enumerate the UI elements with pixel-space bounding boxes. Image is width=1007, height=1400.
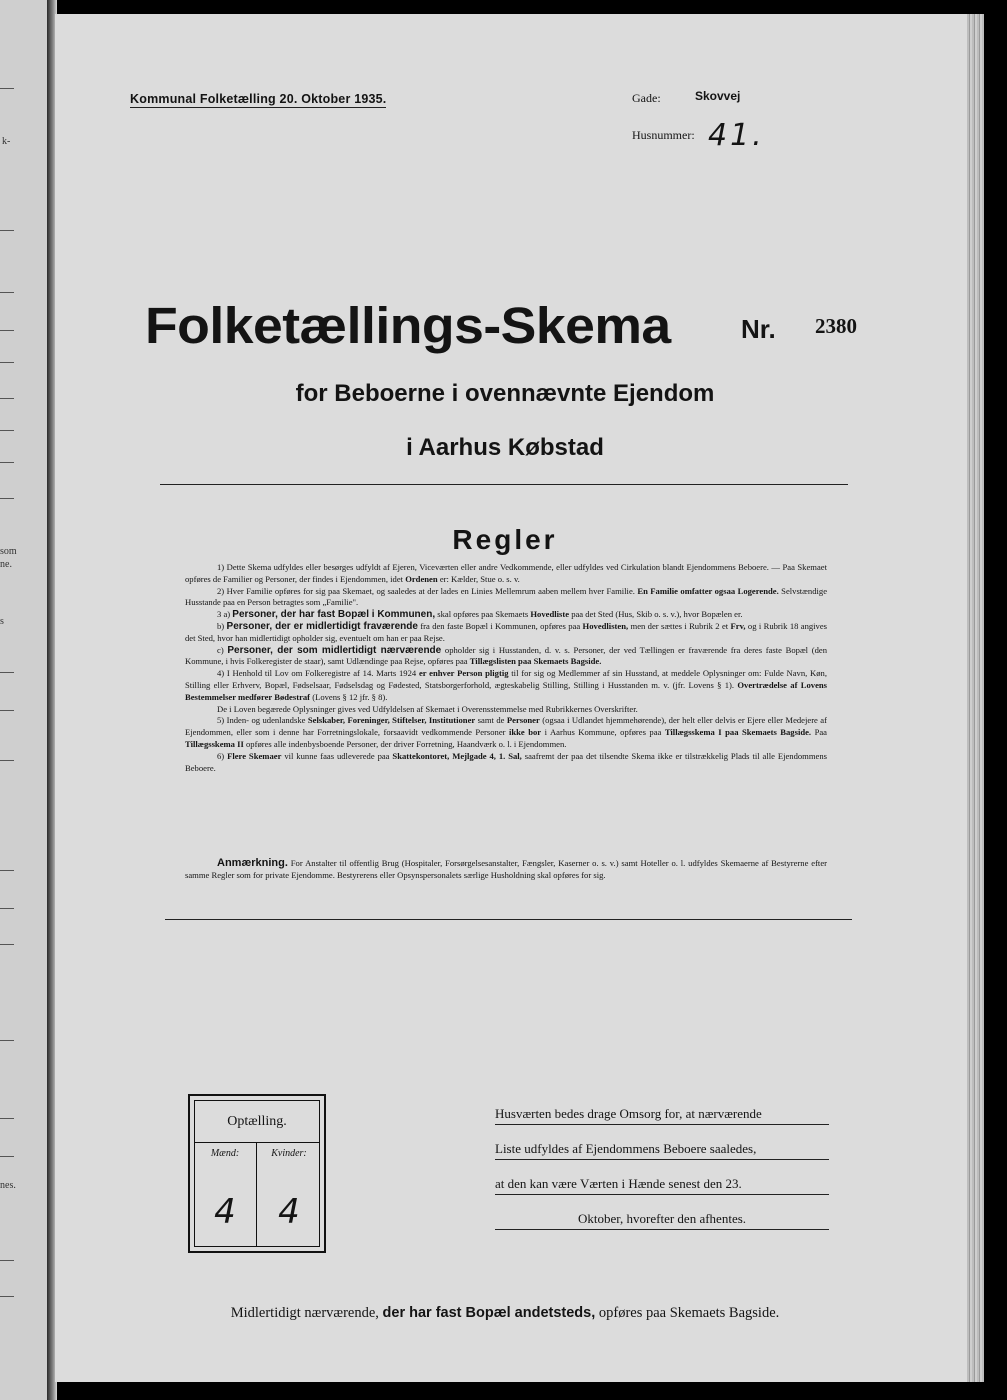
form-title: Folketællings-Skema [145, 297, 671, 354]
edge-rule [0, 498, 14, 499]
census-form-page [55, 14, 967, 1382]
form-number-label: Nr. [741, 314, 776, 344]
notice-line: at den kan være Værten i Hænde senest den 23. [495, 1176, 829, 1195]
box-divider [256, 1142, 257, 1247]
edge-rule [0, 944, 14, 945]
rule-3a: 3 a) Personer, der har fast Bopæl i Kommunen, skal opføres paa Skemaets Hovedliste paa det Sted (Hus, Skib o. s. v.), hvor Bopælen er. [217, 609, 743, 621]
form-location: i Aarhus Købstad [406, 434, 604, 461]
rule-4: 4) I Henhold til Lov om Folkeregistre af 14. Marts 1924 er enhver Person pligtig til for sig og Medlemmer af sin Husstand, at meddele Oplysninger om: Fulde Navn, Køn, Stilling eller Erhverv, Bopæl, Fødselsaar, Fødselsdag og Fødested, Statsborgerforhold, ægteskabelig Stilling, Stilling i Husstanden m. v. (jfr. Lovens § 1). Overtrædelse af Lovens Bestemmelser medfører Bødestraf (Lovens § 12 jfr. § 8). [185, 668, 828, 702]
rule-3c: c) Personer, der som midlertidigt nærværende opholder sig i Husstanden, d. v. s. Personer, der ved Tællingen er fraværende fra deres faste Bopæl (den Kommune, i hvis Folkeregister de staar), samt Udlændinge paa Rejse, opføres paa Tillægslisten paa Skemaets Bagside. [185, 644, 827, 667]
husnummer-value: 41. [708, 118, 765, 153]
edge-rule [0, 1260, 14, 1261]
divider [160, 484, 848, 485]
edge-rule [0, 1156, 14, 1157]
rule-2: 2) Hver Familie opføres for sig paa Skemaet, og saaledes at der lades en Linies Mellemrum aaben mellem hver Familie. En Familie omfatter ogsaa Logerende. Selvstændige Husstande paa en Person betragtes som „Familie". [185, 585, 828, 608]
edge-text: som [0, 546, 17, 557]
previous-page-edge [0, 0, 50, 1400]
notice-line: Husværten bedes drage Omsorg for, at nærværende [495, 1106, 829, 1125]
landlord-notice [495, 1106, 829, 1246]
edge-text: ne. [0, 559, 12, 570]
maend-count: 4 [214, 1192, 236, 1232]
edge-text: k- [2, 136, 11, 147]
rule-1: 1) Dette Skema udfyldes eller besørges udfyldt af Ejeren, Viceværten eller andre Vedkommende, eller udfyldes ved Cirkulation blandt Ejendommens Beboere. — Paa Skemaet opføres de Familier og Personer, der findes i Ejendommen, idet Ordenen er: Kælder, Stue o. s. v. [185, 562, 827, 584]
edge-rule [0, 710, 14, 711]
anmaerkning-note [185, 858, 827, 882]
edge-rule [0, 672, 14, 673]
edge-rule [0, 362, 14, 363]
edge-rule [0, 88, 14, 89]
divider [165, 919, 852, 920]
edge-rule [0, 330, 14, 331]
form-number-value: 2380 [815, 314, 857, 338]
edge-rule [0, 1118, 14, 1119]
census-header: Kommunal Folketælling 20. Oktober 1935. [130, 92, 387, 106]
edge-rule [0, 398, 14, 399]
rule-3b: b) Personer, der er midlertidigt fraværende fra den faste Bopæl i Kommunen, opføres paa Hovedlisten, men der sættes i Rubrik 2 et Frv, og i Rubrik 18 angives det Sted, hvor han midlertidigt opholder sig, eventuelt om han er paa Rejse. [185, 620, 828, 643]
anmaerkning-label: Anmærkning. [217, 857, 288, 869]
rule-6: 6) Flere Skemaer vil kunne faas udleverede paa Skattekontoret, Mejlgade 4, 1. Sal, saafremt der paa det tilsendte Skema ikke er tilstrækkelig Plads til alle Ejendommens Beboere. [185, 750, 828, 773]
edge-rule [0, 430, 14, 431]
notice-line: Oktober, hvorefter den afhentes. [495, 1211, 829, 1230]
husnummer-label: Husnummer: [632, 128, 695, 142]
notice-line: Liste udfyldes af Ejendommens Beboere saaledes, [495, 1141, 829, 1160]
edge-rule [0, 870, 14, 871]
edge-rule [0, 760, 14, 761]
edge-rule [0, 292, 14, 293]
optaelling-title: Optælling. [227, 1114, 287, 1129]
rules-heading: Regler [452, 524, 558, 555]
box-divider [194, 1142, 320, 1143]
maend-label: Mænd: [210, 1148, 240, 1159]
kvinder-count: 4 [278, 1192, 300, 1232]
edge-rule [0, 230, 14, 231]
edge-rule [0, 908, 14, 909]
rule-4-note: De i Loven begærede Oplysninger gives ved Udfyldelsen af Skemaet i Overensstemmelse med Rubrikkernes Overskrifter. [217, 703, 638, 714]
anmaerkning-text: For Anstalter til offentlig Brug (Hospitaler, Forsørgelsesanstalter, Fængsler, Kaserner o. s. v.) samt Hoteller o. l. udfyldes Skemaerne af Bestyrerne efter samme Regler som for private Ejendomme. Bestyrerens eller Opsynspersonalets særlige Husholdning skal opføres for sig. [185, 858, 827, 880]
edge-rule [0, 1040, 14, 1041]
edge-text: s [0, 616, 4, 627]
form-subtitle: for Beboerne i ovennævnte Ejendom [295, 380, 715, 407]
rules-text [185, 562, 827, 774]
edge-rule [0, 462, 14, 463]
gade-label: Gade: [632, 91, 661, 105]
edge-text: nes. [0, 1180, 16, 1191]
edge-rule [0, 1296, 14, 1297]
optaelling-box [188, 1094, 326, 1253]
footer-note: Midlertidigt nærværende, der har fast Bopæl andetsteds, opføres paa Skemaets Bagside. [230, 1305, 780, 1321]
kvinder-label: Kvinder: [271, 1148, 307, 1159]
rule-5: 5) Inden- og udenlandske Selskaber, Foreninger, Stiftelser, Institutioner samt de Personer (ogsaa i Udlandet hjemmehørende), der helt eller delvis er Ejere eller Medejere af Ejendommen, eller som i denne har Forretningslokale, forsaavidt vedkommende Personer ikke bor i Aarhus Kommune, opføres paa Tillægsskema I paa Skemaets Bagside. Paa Tillægsskema II opføres alle indenbysboende Personer, der driver Forretning, Haandværk o. l. i Ejendommen. [185, 715, 827, 749]
gade-value: Skovvej [695, 89, 741, 103]
